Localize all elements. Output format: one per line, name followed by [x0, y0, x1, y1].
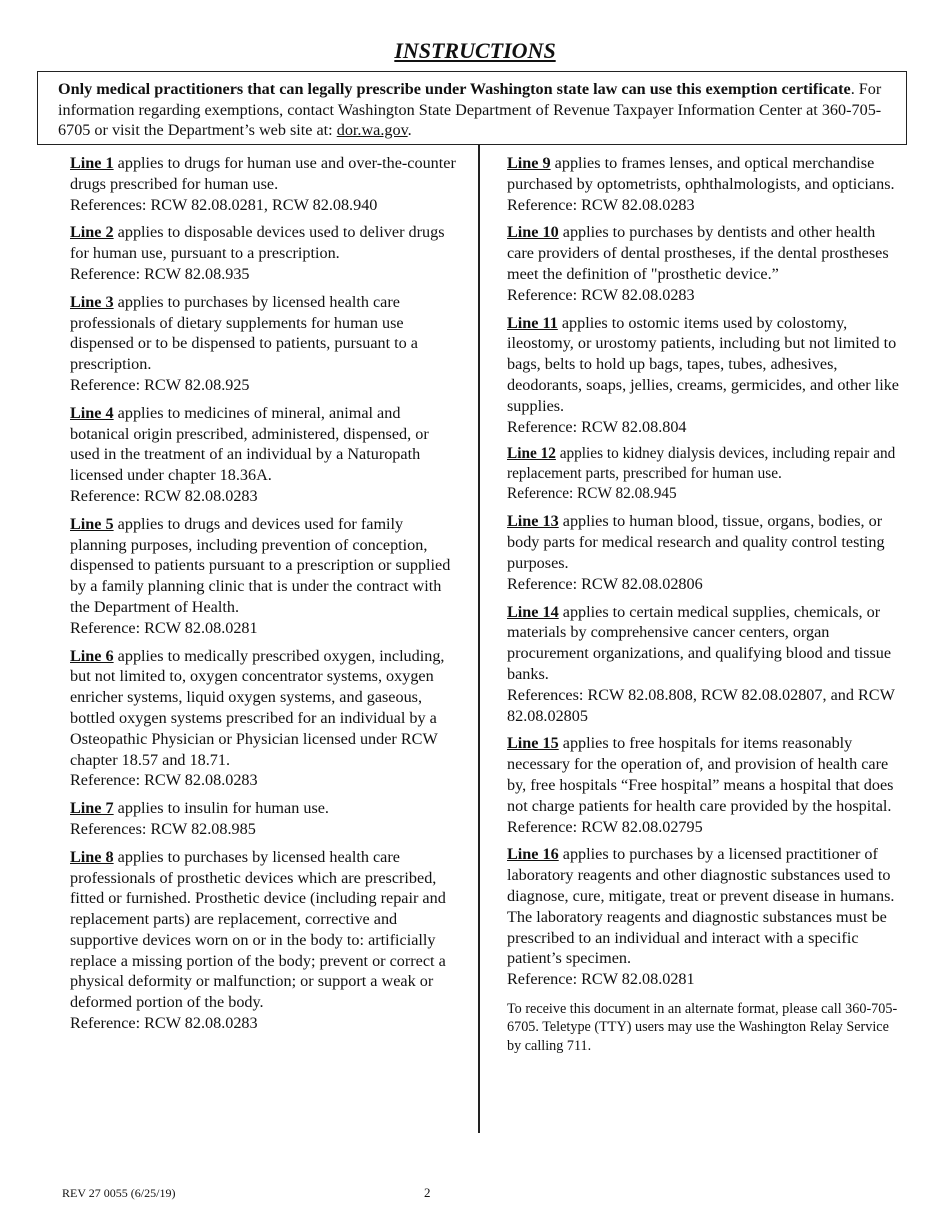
line-12-reference: Reference: RCW 82.08.945	[507, 485, 677, 503]
notice-end: .	[407, 121, 412, 139]
eligibility-notice-box	[37, 71, 907, 145]
line-14-label: Line 14	[507, 602, 559, 621]
line-7-reference: References: RCW 82.08.985	[70, 819, 256, 838]
page-title: INSTRUCTIONS	[394, 38, 556, 63]
line-12-label: Line 12	[507, 445, 556, 463]
line-10-entry	[507, 222, 899, 305]
line-1-reference: References: RCW 82.08.0281, RCW 82.08.940	[70, 195, 378, 214]
notice-bold-text: Only medical practitioners that can legally prescribe under Washington state law can use this exemption certificate	[58, 80, 851, 98]
line-10-reference: Reference: RCW 82.08.0283	[507, 285, 695, 304]
line-8-reference: Reference: RCW 82.08.0283	[70, 1014, 258, 1033]
line-15-entry	[507, 733, 899, 837]
line-2-text: applies to disposable devices used to deliver drugs for human use, pursuant to a prescription.	[70, 223, 445, 263]
line-4-entry	[70, 403, 462, 507]
page-number: 2	[424, 1185, 431, 1200]
line-16-reference: Reference: RCW 82.08.0281	[507, 970, 695, 989]
form-code: REV 27 0055 (6/25/19)	[62, 1186, 176, 1200]
line-12-entry	[507, 444, 899, 504]
line-14-text: applies to certain medical supplies, chemicals, or materials by comprehensive cancer centers, organ procurement organizations, and qualifying blood and tissue banks.	[507, 602, 892, 683]
line-6-label: Line 6	[70, 646, 114, 665]
right-column	[507, 153, 899, 1055]
line-6-entry	[70, 646, 462, 792]
line-3-label: Line 3	[70, 292, 114, 311]
left-column	[70, 153, 462, 1041]
alternate-format-notice: To receive this document in an alternate format, please call 360-705-6705. Teletype (TTY) users may use the Washington Relay Service by calling 711.	[507, 1000, 898, 1054]
line-4-text: applies to medicines of mineral, animal and botanical origin prescribed, administered, dispensed, or used in the treatment of an individual by a Naturopath licensed under chapter 18.36A.	[70, 403, 429, 485]
line-9-entry	[507, 153, 899, 215]
line-1-entry	[70, 153, 462, 215]
line-11-entry	[507, 313, 899, 438]
line-15-text: applies to free hospitals for items reasonably necessary for the operation of, and provision of health care by, free hospitals “Free hospital” means a hospital that does not charge patients for health care provided by the hospital.	[507, 734, 894, 815]
line-5-label: Line 5	[70, 514, 114, 533]
line-3-text: applies to purchases by licensed health care professionals of dietary supplements for human use dispensed or to be dispensed to patients, pursuant to a prescription.	[70, 292, 418, 374]
line-1-text: applies to drugs for human use and over-the-counter drugs prescribed for human use.	[70, 154, 456, 193]
line-2-entry	[70, 222, 462, 284]
line-1-label: Line 1	[70, 154, 114, 172]
line-9-text: applies to frames lenses, and optical merchandise purchased by optometrists, ophthalmologists, and opticians.	[507, 154, 895, 193]
line-16-label: Line 16	[507, 845, 559, 864]
line-4-label: Line 4	[70, 403, 114, 422]
line-13-text: applies to human blood, tissue, organs, bodies, or body parts for medical research and quality control testing purposes.	[507, 512, 885, 572]
line-11-label: Line 11	[507, 313, 558, 332]
line-6-text: applies to medically prescribed oxygen, including, but not limited to, oxygen concentrator systems, oxygen enricher systems, liquid oxygen systems, and gaseous, bottled oxygen systems prescribed for an individual by a Osteopathic Physician or Physician licensed under RCW chapter 18.57 and 18.71.	[70, 646, 445, 769]
line-13-entry	[507, 511, 899, 594]
line-10-text: applies to purchases by dentists and other health care providers of dental prostheses, if the dental prostheses meet the definition of "prosthetic device.”	[507, 223, 889, 283]
line-8-entry	[70, 847, 462, 1034]
line-15-reference: Reference: RCW 82.08.02795	[507, 817, 703, 836]
line-15-label: Line 15	[507, 734, 559, 753]
line-7-label: Line 7	[70, 799, 114, 818]
dor-website-link[interactable]: dor.wa.gov	[336, 121, 408, 139]
line-14-reference: References: RCW 82.08.808, RCW 82.08.02807, and RCW 82.08.02805	[507, 685, 895, 725]
line-12-text: applies to kidney dialysis devices, including repair and replacement parts, prescribed for human use.	[507, 445, 896, 483]
line-9-label: Line 9	[507, 154, 551, 172]
notice-text: . For information regarding exemptions, contact Washington State Department of Revenue Taxpayer Information Center at 360-705-6705 or visit the Department’s web site at:	[58, 80, 882, 139]
line-5-reference: Reference: RCW 82.08.0281	[70, 618, 258, 637]
line-11-reference: Reference: RCW 82.08.804	[507, 417, 687, 436]
line-10-label: Line 10	[507, 223, 559, 242]
line-16-text: applies to purchases by a licensed practitioner of laboratory reagents and other diagnostic substances used to diagnose, cure, mitigate, treat or prevent disease in humans. The laboratory reagents and diagnostic substances must be prescribed to an individual and interact with a specific patient’s specimen.	[507, 845, 895, 968]
line-13-label: Line 13	[507, 512, 559, 531]
line-2-reference: Reference: RCW 82.08.935	[70, 264, 250, 283]
line-11-text: applies to ostomic items used by colostomy, ileostomy, or urostomy patients, including but not limited to bags, belts to hold up bags, tapes, tubes, adhesives, deodorants, soaps, jellies, creams, germicides, and other like supplies.	[507, 313, 899, 415]
column-divider	[478, 145, 480, 1133]
line-3-reference: Reference: RCW 82.08.925	[70, 375, 250, 394]
line-5-text: applies to drugs and devices used for family planning purposes, including prevention of conception, dispensed to patients pursuant to a prescription or supplied by a family planning clinic that is under the contract with the Department of Health.	[70, 514, 451, 616]
line-16-entry	[507, 844, 899, 990]
line-14-entry	[507, 602, 899, 727]
line-6-reference: Reference: RCW 82.08.0283	[70, 771, 258, 790]
line-5-entry	[70, 514, 462, 639]
line-7-entry	[70, 798, 462, 840]
line-4-reference: Reference: RCW 82.08.0283	[70, 486, 258, 505]
line-8-label: Line 8	[70, 847, 114, 866]
line-2-label: Line 2	[70, 223, 114, 242]
line-3-entry	[70, 292, 462, 396]
line-13-reference: Reference: RCW 82.08.02806	[507, 574, 703, 593]
line-9-reference: Reference: RCW 82.08.0283	[507, 195, 695, 214]
line-7-text: applies to insulin for human use.	[113, 799, 329, 818]
line-8-text: applies to purchases by licensed health care professionals of prosthetic devices which are prescribed, fitted or furnished. Prosthetic device (including repair and replacement parts) are replacement, corrective and supportive devices worn on or in the body to: artificially replace a missing portion of the body; prevent or correct a physical deformity or malfunction; or support a weak or deformed portion of the body.	[70, 847, 446, 1012]
